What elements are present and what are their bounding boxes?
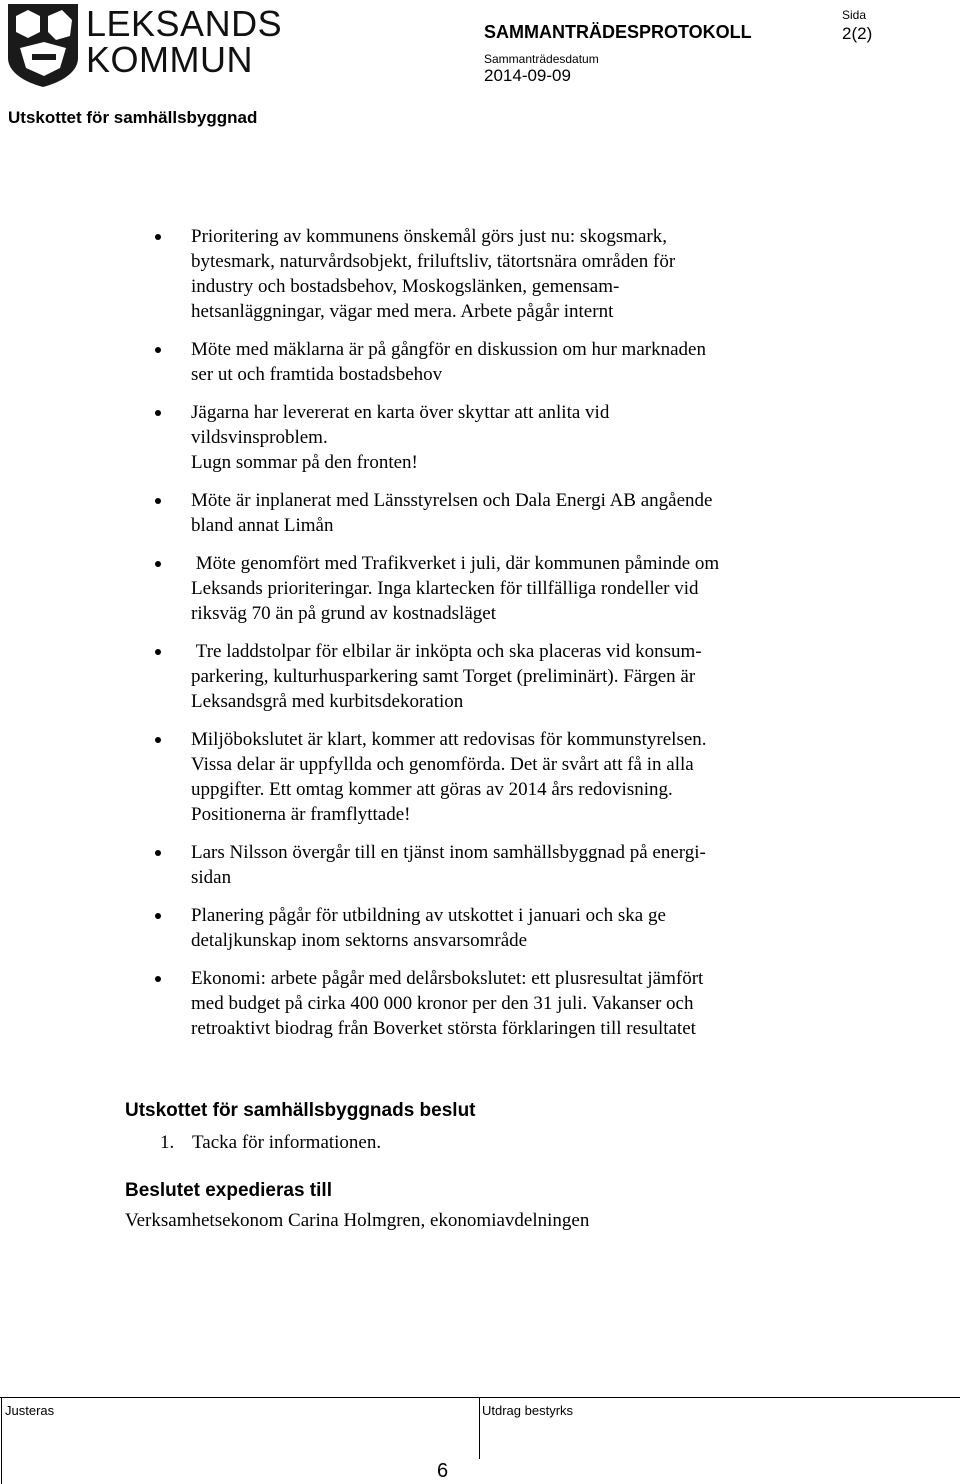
list-item-text: Miljöbokslutet är klart, kommer att redovisas för kommunstyrelsen. Vissa delar är uppfyllda och genomförda. Det är svårt att få in alla uppgifter. Ett omtag kommer att göras av 2014 års redovisning. Positionerna är framflyttade! [191,729,707,825]
municipality-logo [4,2,283,88]
list-item [150,337,800,387]
page-count: 2(2) [842,24,873,43]
committee-name: Utskottet för samhällsbyggnad [8,108,258,127]
list-item [150,488,800,538]
coat-of-arms-icon [4,2,82,88]
dispatch-recipient: Verksamhetsekonom Carina Holmgren, ekonomiavdelningen [125,1210,590,1231]
meeting-date: 2014-09-09 [484,66,571,85]
list-item [150,400,800,475]
list-item-text: Tre laddstolpar för elbilar är inköpta och ska placeras vid konsum- parkering, kulturhusparkering samt Torget (preliminärt). Färgen är Leksandsgrå med kurbitsdekoration [191,641,702,712]
decision-item [160,1132,381,1154]
logo-line-2: KOMMUN [86,39,253,80]
logo-line-1: LEKSANDS [86,3,283,44]
bullet-icon [155,561,161,567]
bullet-icon [155,649,161,655]
bullet-icon [155,913,161,919]
bullet-icon [155,737,161,743]
list-item [150,639,800,714]
dispatch-heading: Beslutet expedieras till [125,1180,332,1201]
list-item [150,966,800,1041]
footer-divider [0,1397,960,1398]
bullet-icon [155,347,161,353]
utdrag-bestyrks-label: Utdrag bestyrks [482,1403,574,1418]
bullet-icon [155,850,161,856]
list-item [150,727,800,827]
bullet-icon [155,410,161,416]
page-label: Sida [842,8,867,22]
meeting-date-label: Sammanträdesdatum [484,52,599,66]
document-title: SAMMANTRÄDESPROTOKOLL [484,22,752,42]
bullet-icon [155,976,161,982]
list-item-text: Ekonomi: arbete pågår med delårsbokslutet: ett plusresultat jämfört med budget på cirka 400 000 kronor per den 31 juli. Vakanser och retroaktivt biodrag från Boverket största förklaringen till resultatet [191,968,704,1039]
list-item [150,551,800,626]
footer-left-border [1,1397,2,1484]
list-item-text: Planering pågår för utbildning av utskottet i januari och ska ge detaljkunskap inom sektorns ansvarsområde [191,905,666,951]
list-item [150,903,800,953]
list-item [150,840,800,890]
information-list [150,224,800,1054]
bullet-icon [155,498,161,504]
decision-heading: Utskottet för samhällsbyggnads beslut [125,1100,476,1121]
decision-item-text: Tacka för informationen. [192,1132,382,1153]
list-item-text: Jägarna har levererat en karta över skyttar att anlita vid vildsvinsproblem. Lugn sommar på den fronten! [191,402,610,473]
list-item-text: Möte med mäklarna är på gångför en diskussion om hur marknaden ser ut och framtida bostadsbehov [191,339,706,385]
justeras-label: Justeras [5,1403,55,1418]
list-item [150,224,800,324]
list-item-text: Möte genomfört med Trafikverket i juli, där kommunen påminde om Leksands prioriteringar. Inga klartecken för tillfälliga rondeller vid riksväg 70 än på grund av kostnadsläget [191,553,720,624]
bullet-icon [155,234,161,240]
list-item-text: Prioritering av kommunens önskemål görs just nu: skogsmark, bytesmark, naturvårdsobjekt, friluftsliv, tätortsnära områden för industry och bostadsbehov, Moskogslänken, gemensam- hetsanläggningar, vägar med mera. Arbete pågår internt [191,226,676,322]
footer-middle-border [479,1397,480,1459]
footer-page-number: 6 [437,1460,449,1482]
list-item-text: Möte är inplanerat med Länsstyrelsen och Dala Energi AB angående bland annat Limån [191,490,713,536]
decision-item-number: 1. [160,1132,175,1153]
list-item-text: Lars Nilsson övergår till en tjänst inom samhällsbyggnad på energi- sidan [191,842,706,888]
